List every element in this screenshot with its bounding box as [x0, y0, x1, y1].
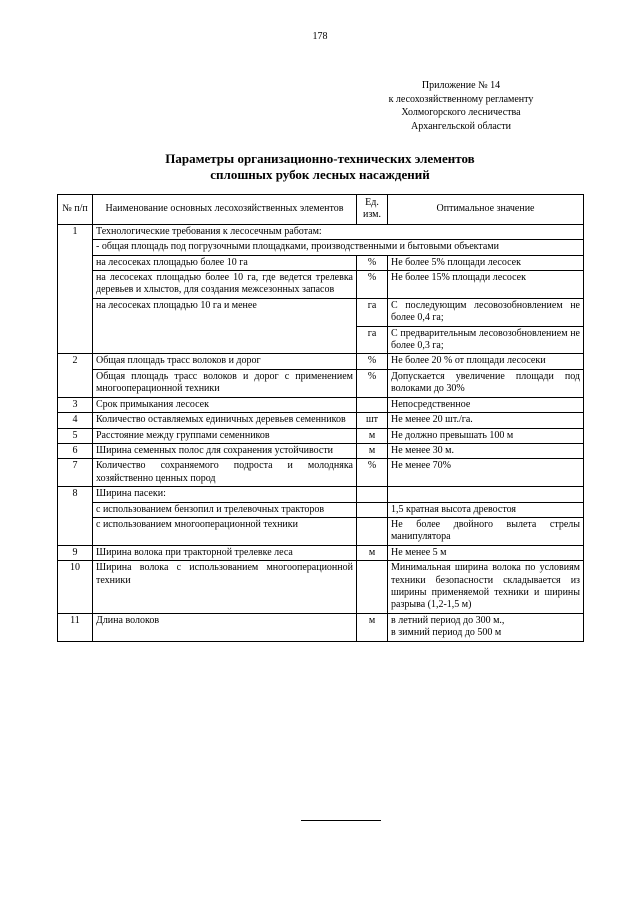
row-name: Расстояние между группами семенников [93, 428, 357, 443]
parameters-table [57, 194, 584, 642]
row-unit: га [357, 298, 388, 326]
row-value [388, 613, 584, 641]
row-num: 3 [58, 397, 93, 412]
row-value: Не более двойного вылета стрелы манипулятора [388, 517, 584, 545]
row-num: 9 [58, 545, 93, 560]
row-value: Не должно превышать 100 м [388, 428, 584, 443]
row-name: Общая площадь трасс волоков и дорог [93, 354, 357, 369]
row-name: Количество сохраняемого подроста и молодняка хозяйственно ценных пород [93, 459, 357, 487]
table-row [58, 545, 584, 560]
header-value: Оптимальное значение [388, 195, 584, 225]
footer-divider [301, 820, 381, 821]
row-unit [357, 487, 388, 502]
row-unit [357, 561, 388, 614]
table-row [58, 561, 584, 614]
row-unit: м [357, 545, 388, 560]
appendix-line: к лесохозяйственному регламенту [388, 93, 534, 105]
row-value: С последующим лесовозобновлением не более 0,4 га; [388, 298, 584, 326]
row-name: Общая площадь трасс волоков и дорог с применением многооперационной техники [93, 369, 357, 397]
row-name: Срок примыкания лесосек [93, 397, 357, 412]
table-row [58, 271, 584, 299]
row-name: Ширина волока при тракторной трелевке леса [93, 545, 357, 560]
row-value-line: в зимний период до 500 м [391, 627, 502, 639]
row-value: Не более 20 % от площади лесосеки [388, 354, 584, 369]
row-num: 4 [58, 413, 93, 428]
table-row [58, 298, 584, 326]
row-unit: % [357, 459, 388, 487]
row-value: Не менее 5 м [388, 545, 584, 560]
row-num: 2 [58, 354, 93, 397]
table-row [58, 487, 584, 502]
row-num: 5 [58, 428, 93, 443]
page-title [60, 151, 580, 183]
row-name: на лесосеках площадью более 10 га [93, 255, 357, 270]
row-name: Длина волоков [93, 613, 357, 641]
row-num: 8 [58, 487, 93, 546]
row-unit: м [357, 443, 388, 458]
row-unit [357, 397, 388, 412]
appendix-line: Приложение № 14 [421, 80, 501, 91]
row-unit: шт [357, 413, 388, 428]
row-value: Не более 15% площади лесосек [388, 271, 584, 299]
table-row [58, 459, 584, 487]
row-name: Ширина волока с использованием многооперационной техники [93, 561, 357, 614]
row-value: Непосредственное [388, 397, 584, 412]
appendix-line: Архангельской области [411, 120, 511, 132]
table-row [58, 224, 584, 239]
table-header-row [58, 195, 584, 225]
row-value: Минимальная ширина волока по условиям техники безопасности складывается из ширины применяемой техники и ширины разрыва (1,2-1,5 м) [388, 561, 584, 614]
row-title: Технологические требования к лесосечным работам: [93, 224, 584, 239]
row-value: 1,5 кратная высота древостоя [388, 502, 584, 517]
header-num: № п/п [58, 195, 93, 225]
appendix-note [356, 79, 566, 133]
table-row [58, 354, 584, 369]
table-row [58, 613, 584, 641]
row-name: Ширина пасеки: [93, 487, 357, 502]
table-row [58, 502, 584, 517]
row-value: Не менее 30 м. [388, 443, 584, 458]
row-name: Количество оставляемых единичных деревьев семенников [93, 413, 357, 428]
table-row [58, 255, 584, 270]
table-row [58, 397, 584, 412]
row-unit: % [357, 271, 388, 299]
table-row [58, 517, 584, 545]
title-line: Параметры организационно-технических элементов [165, 151, 475, 166]
title-line: сплошных рубок лесных насаждений [210, 167, 430, 182]
row-unit: % [357, 255, 388, 270]
row-num: 6 [58, 443, 93, 458]
row-unit: га [357, 326, 388, 354]
row-unit: % [357, 354, 388, 369]
row-value [388, 487, 584, 502]
row-num: 7 [58, 459, 93, 487]
row-value: Не более 5% площади лесосек [388, 255, 584, 270]
row-unit [357, 517, 388, 545]
row-num: 11 [58, 613, 93, 641]
header-name: Наименование основных лесохозяйственных элементов [93, 195, 357, 225]
row-name: с использованием многооперационной техники [93, 517, 357, 545]
table-row [58, 413, 584, 428]
row-num: 1 [58, 224, 93, 354]
row-unit: % [357, 369, 388, 397]
table-row [58, 443, 584, 458]
row-value: Не менее 70% [388, 459, 584, 487]
row-name: на лесосеках площадью 10 га и менее [93, 298, 357, 354]
row-value: Не менее 20 шт./га. [388, 413, 584, 428]
row-subtitle: - общая площадь под погрузочными площадками, производственными и бытовыми объектами [93, 240, 584, 255]
row-unit [357, 502, 388, 517]
row-value-line: в летний период до 300 м., [391, 614, 505, 626]
row-value: С предварительным лесовозобновлением не более 0,3 га; [388, 326, 584, 354]
row-name: Ширина семенных полос для сохранения устойчивости [93, 443, 357, 458]
page-number: 178 [312, 31, 328, 42]
table-row [58, 240, 584, 255]
row-num: 10 [58, 561, 93, 614]
table-row [58, 428, 584, 443]
row-unit: м [357, 613, 388, 641]
table-row [58, 369, 584, 397]
row-name: с использованием бензопил и трелевочных тракторов [93, 502, 357, 517]
appendix-line: Холмогорского лесничества [401, 107, 521, 118]
row-value: Допускается увеличение площади под волоками до 30% [388, 369, 584, 397]
header-unit: Ед. изм. [357, 195, 388, 225]
row-name: на лесосеках площадью более 10 га, где ведется трелевка деревьев и хлыстов, для создания межсезонных запасов [93, 271, 357, 299]
row-unit: м [357, 428, 388, 443]
